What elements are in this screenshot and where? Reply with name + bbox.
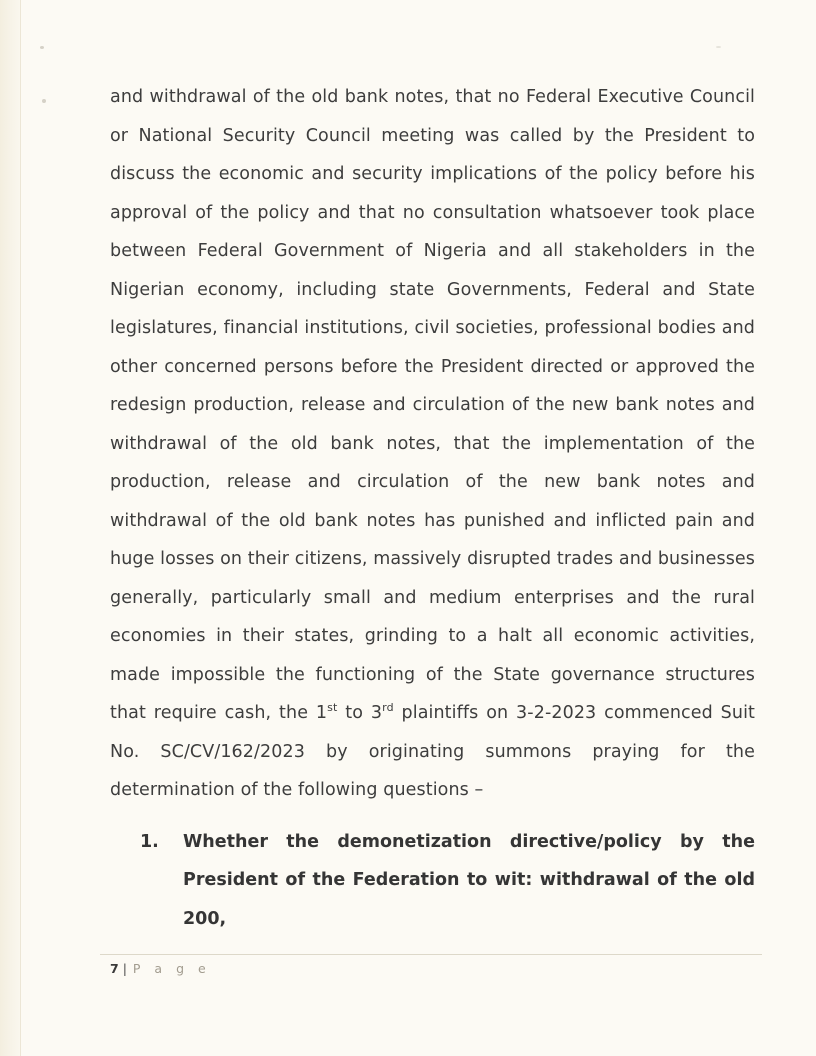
page-content — [110, 78, 755, 938]
page-footer — [110, 960, 211, 978]
ordinal-superscript: rd — [382, 701, 394, 715]
question-text: Whether the demonetization directive/policy by the President of the Federation to wit: withdrawal of the old 200, — [183, 831, 755, 929]
footer-divider-line — [100, 954, 762, 955]
paragraph-text-segment: plaintiffs on 3-2-2023 commenced Suit No. SC/CV/162/2023 by originating summons praying for the determination of the following questions – — [110, 703, 756, 800]
scanned-page-edge — [0, 0, 21, 1056]
question-number: 1. — [140, 831, 159, 852]
paragraph-text-segment: to 3 — [337, 703, 383, 723]
scan-speck — [40, 46, 44, 49]
footer-separator: | — [122, 961, 127, 976]
numbered-question-item — [110, 823, 755, 939]
footer-page-number: 7 — [110, 961, 119, 976]
scan-speck — [716, 46, 721, 48]
body-paragraph — [110, 78, 755, 810]
scan-speck — [42, 99, 46, 103]
ordinal-superscript: st — [327, 701, 338, 715]
footer-page-label: P a g e — [132, 961, 211, 976]
paragraph-text-segment: and withdrawal of the old bank notes, that no Federal Executive Council or National Security Council meeting was called by the President to discuss the economic and security implications of the policy before his approval of the policy and that no consultation whatsoever took place between Federal Government of Nigeria and all stakeholders in the Nigerian economy, including state Governments, Federal and State legislatures, financial institutions, civil societies, professional bodies and other concerned persons before the President directed or approved the redesign production, release and circulation of the new bank notes and withdrawal of the old bank notes, that the implementation of the production, release and circulation of the new bank notes and withdrawal of the old bank notes has punished and inflicted pain and huge losses on their citizens, massively disrupted trades and businesses generally, particularly small and medium enterprises and the rural economies in their states, grinding to a halt all economic activities, made impossible the functioning of the State governance structures that require cash, the 1 — [110, 87, 755, 723]
